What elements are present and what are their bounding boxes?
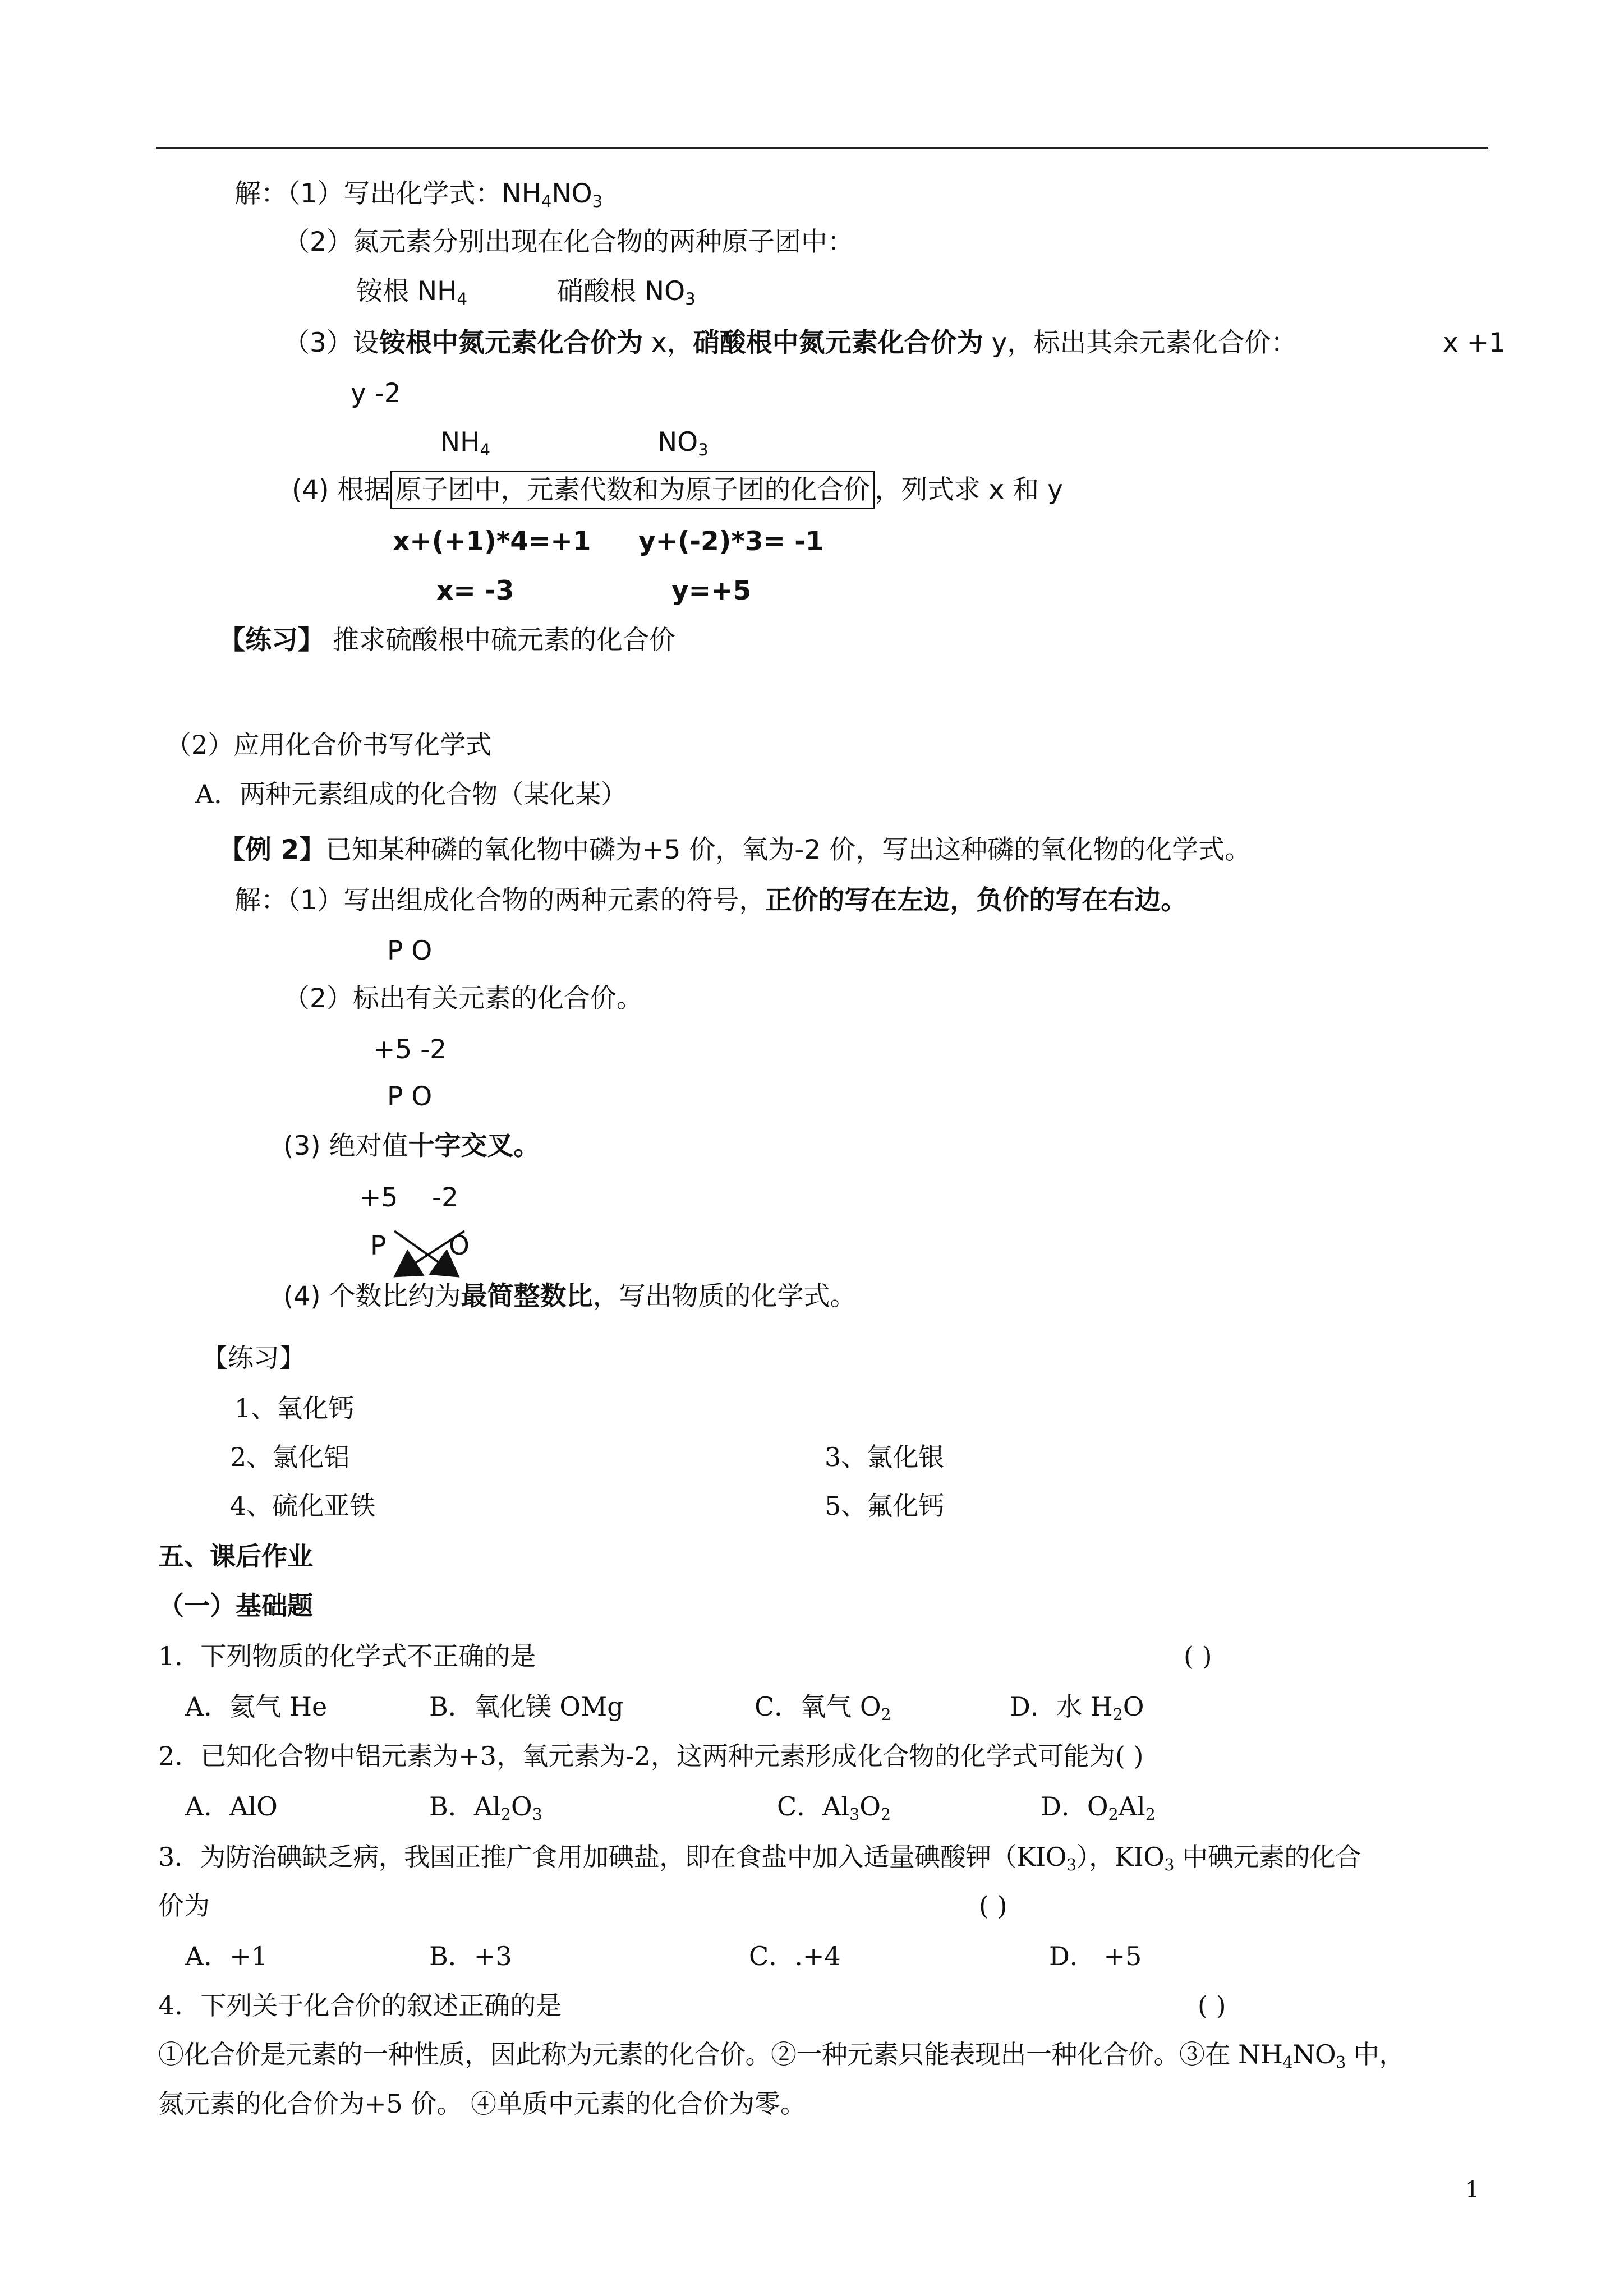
result-y: y=+5	[671, 575, 752, 606]
question-4-answer-slot[interactable]: ( )	[1198, 1990, 1226, 2021]
result-x: x= -3	[436, 575, 514, 606]
q3-option-b: B．+3	[429, 1941, 512, 1971]
cross-bottom-right: O	[449, 1230, 470, 1261]
solution1-valence-y: y -2	[351, 378, 401, 409]
q2-option-d: D．$O_2Al_2$	[1041, 1791, 1156, 1824]
equation-x: x+(+1)*4=+1	[393, 526, 591, 557]
example2-step4: (4) 个数比约为最简整数比，写出物质的化学式。	[283, 1281, 857, 1312]
key-rule-box: 原子团中，元素代数和为原子团的化合价	[390, 471, 875, 509]
section2-title: （2）应用化合价书写化学式	[165, 730, 492, 760]
q2-option-a: A．AlO	[185, 1791, 278, 1822]
valences: +5 -2	[373, 1034, 447, 1065]
practice-item-1: 1、氧化钙	[234, 1393, 355, 1423]
homework-title: 五、课后作业	[158, 1541, 313, 1571]
q2-option-b: B．$Al_2O_3$	[429, 1791, 542, 1824]
practice-item-2: 2、氯化铝	[230, 1442, 350, 1472]
solution1-valence-x: x +1	[1443, 328, 1506, 358]
header-rule	[156, 147, 1488, 149]
practice2-label: 【练习】	[202, 1343, 305, 1373]
question-4-statements-line1: ①化合价是元素的一种性质，因此称为元素的化合价。②一种元素只能表现出一种化合价。③在 $NH_4NO_3$ 中，	[158, 2039, 1405, 2072]
example2: 【例 2】已知某种磷的氧化物中磷为+5 价，氧为-2 价，写出这种磷的氧化物的化学式。	[219, 835, 1252, 865]
practice-item-4: 4、硫化亚铁	[230, 1491, 376, 1521]
question-4: 4．下列关于化合价的叙述正确的是	[158, 1990, 562, 2021]
cross-top-left: +5	[359, 1182, 398, 1213]
example2-step1: 解：（1）写出组成化合物的两种元素的符号，正价的写在左边，负价的写在右边。	[234, 885, 1188, 916]
q1-option-c: C．氧气 $O_2$	[755, 1691, 891, 1724]
question-1-answer-slot[interactable]: ( )	[1184, 1641, 1212, 1671]
question-3-line1: 3．为防治碘缺乏病，我国正推广食用加碘盐，即在食盐中加入适量碘酸钾$(KIO_3)$，$KIO_3$ 中碘元素的化合	[158, 1842, 1361, 1874]
section2-sub-a: A．两种元素组成的化合物（某化某）	[195, 779, 627, 809]
question-2: 2．已知化合物中铝元素为+3，氧元素为-2，这两种元素形成化合物的化学式可能为( )	[158, 1741, 1144, 1771]
cross-bottom-left: P	[370, 1230, 387, 1261]
practice1: 【练习】 推求硫酸根中硫元素的化合价	[219, 625, 675, 656]
q1-option-b: B．氧化镁 OMg	[429, 1691, 624, 1722]
elements-po-1: P O	[387, 935, 433, 966]
practice-item-5: 5、氟化钙	[825, 1491, 945, 1521]
homework-subtitle: （一）基础题	[158, 1590, 313, 1621]
q3-option-c: C．.+4	[749, 1941, 841, 1971]
solution1-line1: 解：（1）写出化学式：$NH_4NO_3$	[234, 178, 603, 211]
example2-step2: （2）标出有关元素的化合价。	[283, 983, 643, 1014]
example2-step3: (3) 绝对值十字交叉。	[283, 1131, 540, 1161]
question-4-statements-line2: 氮元素的化合价为+5 价。 ④单质中元素的化合价为零。	[158, 2088, 807, 2119]
q2-option-c: C．$Al_3O_2$	[777, 1791, 891, 1824]
question-1: 1．下列物质的化学式不正确的是	[158, 1641, 536, 1671]
solution1-line7: (4) 根据 原子团中，元素代数和为原子团的化合价 ，列式求 x 和 y	[292, 477, 1063, 503]
q1-option-a: A．氦气 He	[185, 1691, 328, 1722]
equation-y: y+(-2)*3= -1	[638, 526, 824, 557]
solution1-line2: （2）氮元素分别出现在化合物的两种原子团中：	[283, 227, 854, 257]
q3-option-d: D． +5	[1049, 1941, 1142, 1971]
q1-option-d: D．水 $H_2O$	[1010, 1691, 1144, 1724]
practice-item-3: 3、氯化银	[825, 1442, 945, 1472]
solution1-line3: 铵根 $NH_4$ 硝酸根 $NO_3$	[356, 276, 696, 309]
solution1-no3: $NO_3$	[657, 427, 709, 460]
elements-po-2: P O	[387, 1081, 433, 1112]
solution1-line4: （3）设铵根中氮元素化合价为 x，硝酸根中氮元素化合价为 y，标出其余元素化合价：	[283, 328, 1298, 358]
cross-top-right: -2	[432, 1182, 458, 1213]
page-number: 1	[1465, 2177, 1480, 2203]
q3-option-a: A．+1	[185, 1941, 268, 1971]
question-3-line2: 价为	[158, 1891, 210, 1921]
question-3-answer-slot[interactable]: ( )	[979, 1891, 1007, 1921]
solution1-nh4: $NH_4$	[440, 427, 491, 460]
